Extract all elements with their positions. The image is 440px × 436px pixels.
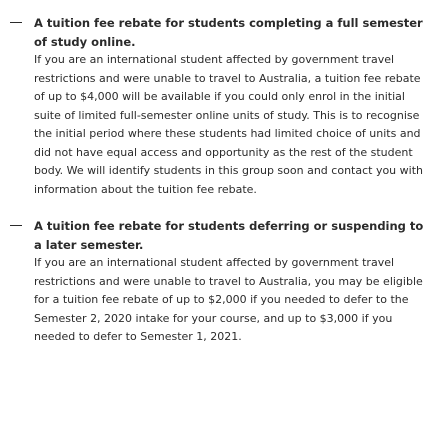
item-heading: A tuition fee rebate for students completing a full semester of study online. [34,16,423,49]
dash-bullet-icon [10,225,22,226]
list-item [34,14,428,199]
item-body: If you are an international student affected by government travel restrictions and were unable to travel to Australia, a tuition fee rebate of up to $4,000 will be available if you could only enrol in the initial suite of limited full-semester online units of study. This is to recognise the initial period where these students had limited choice of units and did not have equal access and opportunity as the rest of the student body. We will identify students in this group soon and contact you with information about the tuition fee rebate. [34,53,423,196]
dash-bullet-icon [10,22,22,23]
list-item [34,217,428,347]
item-heading: A tuition fee rebate for students deferring or suspending to a later semester. [34,219,424,252]
item-body: If you are an international student affected by government travel restrictions and were unable to travel to Australia, you may be eligible for a tuition fee rebate of up to $2,000 if you needed to defer to the Semester 2, 2020 intake for your course, and up to $3,000 if you needed to defer to Semester 1, 2021. [34,256,423,343]
